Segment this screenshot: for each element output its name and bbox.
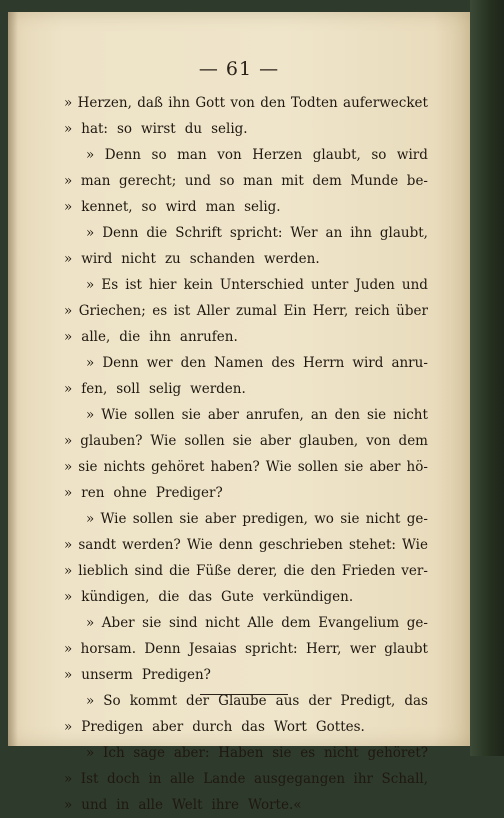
text-line: » ren ohne Prediger? <box>64 485 223 501</box>
text-line: » lieblich sind die Füße derer, die den Frieden ver- <box>64 563 428 579</box>
text-line: » So kommt der Glaube aus der Predigt, das <box>86 693 428 709</box>
end-rule <box>200 694 288 695</box>
page-number: — 61 — <box>198 58 280 80</box>
text-line: » man gerecht; und so man mit dem Munde be- <box>64 173 428 189</box>
text-line: » fen, soll selig werden. <box>64 381 246 397</box>
book-binding-edge <box>470 0 504 756</box>
text-line: » Griechen; es ist Aller zumal Ein Herr, reich über <box>64 303 428 319</box>
text-line: » Aber sie sind nicht Alle dem Evangelium ge- <box>86 615 428 631</box>
text-line: » Denn die Schrift spricht: Wer an ihn glaubt, <box>86 225 428 241</box>
page-gutter-shadow <box>8 12 18 746</box>
text-line: » kennet, so wird man selig. <box>64 199 281 215</box>
text-line: » Ist doch in alle Lande ausgegangen ihr Schall, <box>64 771 428 787</box>
body-text <box>64 90 428 818</box>
text-line: » Ich sage aber: Haben sie es nicht gehöret? <box>86 745 428 761</box>
text-line: » kündigen, die das Gute verkündigen. <box>64 589 354 605</box>
text-line: » und in alle Welt ihre Worte.« <box>64 797 302 813</box>
text-line: » Herzen, daß ihn Gott von den Todten auferwecket <box>64 95 428 111</box>
text-line: » Wie sollen sie aber anrufen, an den sie nicht <box>86 407 428 423</box>
paper-page <box>8 12 470 813</box>
text-line: » Wie sollen sie aber predigen, wo sie nicht ge- <box>86 511 428 527</box>
text-line: » horsam. Denn Jesaias spricht: Herr, wer glaubt <box>64 641 428 657</box>
text-line: » unserm Predigen? <box>64 667 211 683</box>
text-line: » Denn so man von Herzen glaubt, so wird <box>86 147 428 163</box>
text-line: » Predigen aber durch das Wort Gottes. <box>64 719 365 735</box>
text-line: » sandt werden? Wie denn geschrieben stehet: Wie <box>64 537 428 553</box>
text-line: » Denn wer den Namen des Herrn wird anru- <box>86 355 428 371</box>
text-line: » alle, die ihn anrufen. <box>64 329 238 345</box>
text-line: » glauben? Wie sollen sie aber glauben, von dem <box>64 433 428 449</box>
text-line: » hat: so wirst du selig. <box>64 121 248 137</box>
text-line: » sie nichts gehöret haben? Wie sollen sie aber hö- <box>64 459 428 475</box>
text-line: » wird nicht zu schanden werden. <box>64 251 320 267</box>
text-line: » Es ist hier kein Unterschied unter Juden und <box>86 277 428 293</box>
